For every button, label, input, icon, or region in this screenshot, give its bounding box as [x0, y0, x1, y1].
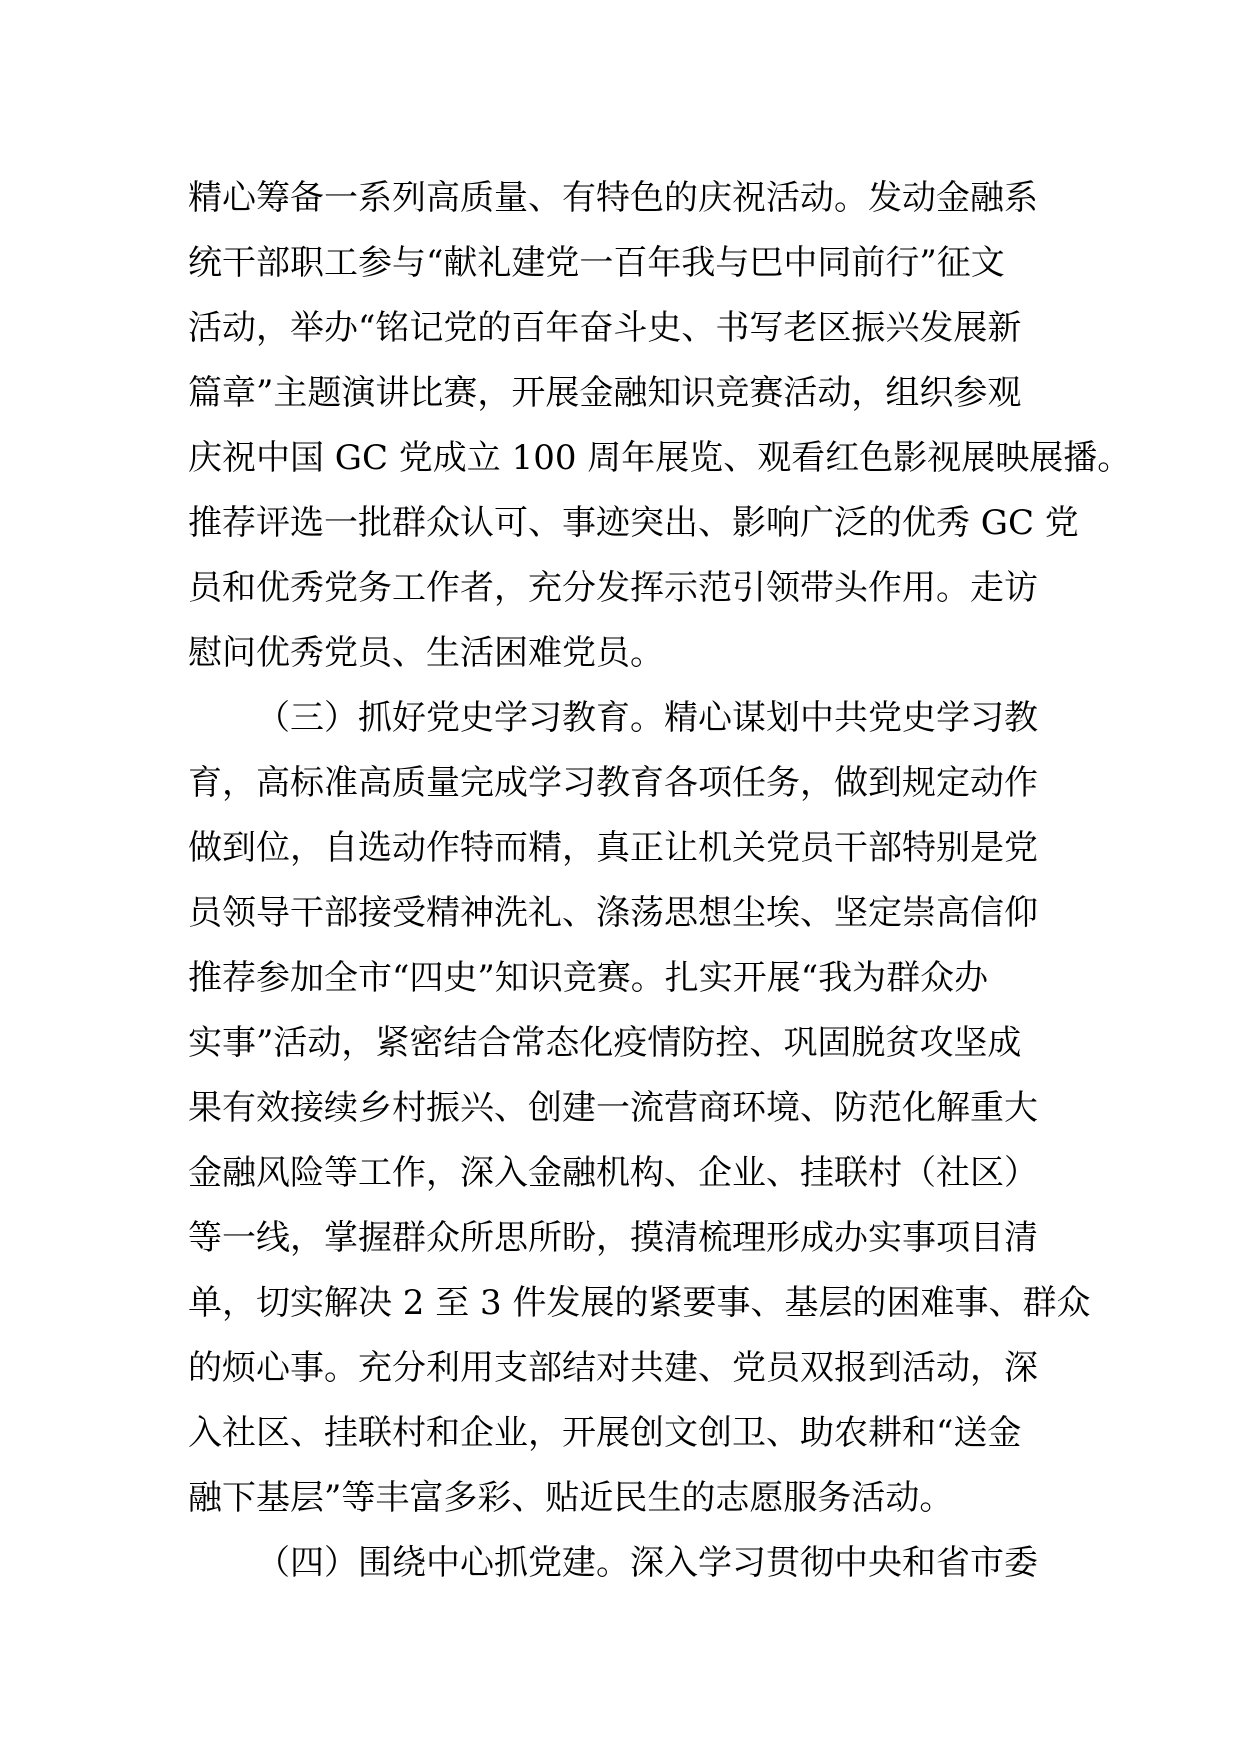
text-line: 推荐参加全市“四史”知识竞赛。扎实开展“我为群众办 [188, 958, 989, 998]
text-line: 金融风险等工作，深入金融机构、企业、挂联村（社区） [188, 1153, 1038, 1193]
text-line: 活动，举办“铭记党的百年奋斗史、书写老区振兴发展新 [188, 308, 1022, 348]
text-line: 做到位，自选动作特而精，真正让机关党员干部特别是党 [188, 828, 1038, 868]
text-line: 单，切实解决 2 至 3 件发展的紧要事、基层的困难事、群众 [188, 1283, 1091, 1323]
text-line: 员领导干部接受精神洗礼、涤荡思想尘埃、坚定崇高信仰 [188, 893, 1038, 933]
text-line: 庆祝中国 GC 党成立 100 周年展览、观看红色影视展映展播。 [188, 438, 1132, 478]
paragraph-first-line: （四）围绕中心抓党建。深入学习贯彻中央和省市委 [256, 1543, 1038, 1583]
text-line: 精心筹备一系列高质量、有特色的庆祝活动。发动金融系 [188, 178, 1038, 218]
text-line: 统干部职工参与“献礼建党一百年我与巴中同前行”征文 [188, 243, 1005, 283]
text-line: 慰问优秀党员、生活困难党员。 [188, 633, 664, 673]
document-body-text [188, 166, 1132, 1596]
text-line: 融下基层”等丰富多彩、贴近民生的志愿服务活动。 [188, 1478, 954, 1518]
text-line: 果有效接续乡村振兴、创建一流营商环境、防范化解重大 [188, 1088, 1038, 1128]
text-line: 实事”活动，紧密结合常态化疫情防控、巩固脱贫攻坚成 [188, 1023, 1022, 1063]
paragraph-first-line: （三）抓好党史学习教育。精心谋划中共党史学习教 [256, 698, 1038, 738]
text-line: 等一线，掌握群众所思所盼，摸清梳理形成办实事项目清 [188, 1218, 1038, 1258]
text-line: 入社区、挂联村和企业，开展创文创卫、助农耕和“送金 [188, 1413, 1022, 1453]
text-line: 的烦心事。充分利用支部结对共建、党员双报到活动，深 [188, 1348, 1038, 1388]
text-line: 员和优秀党务工作者，充分发挥示范引领带头作用。走访 [188, 568, 1038, 608]
text-line: 推荐评选一批群众认可、事迹突出、影响广泛的优秀 GC 党 [188, 503, 1079, 543]
text-line: 育，高标准高质量完成学习教育各项任务，做到规定动作 [188, 763, 1038, 803]
text-line: 篇章”主题演讲比赛，开展金融知识竞赛活动，组织参观 [188, 373, 1022, 413]
